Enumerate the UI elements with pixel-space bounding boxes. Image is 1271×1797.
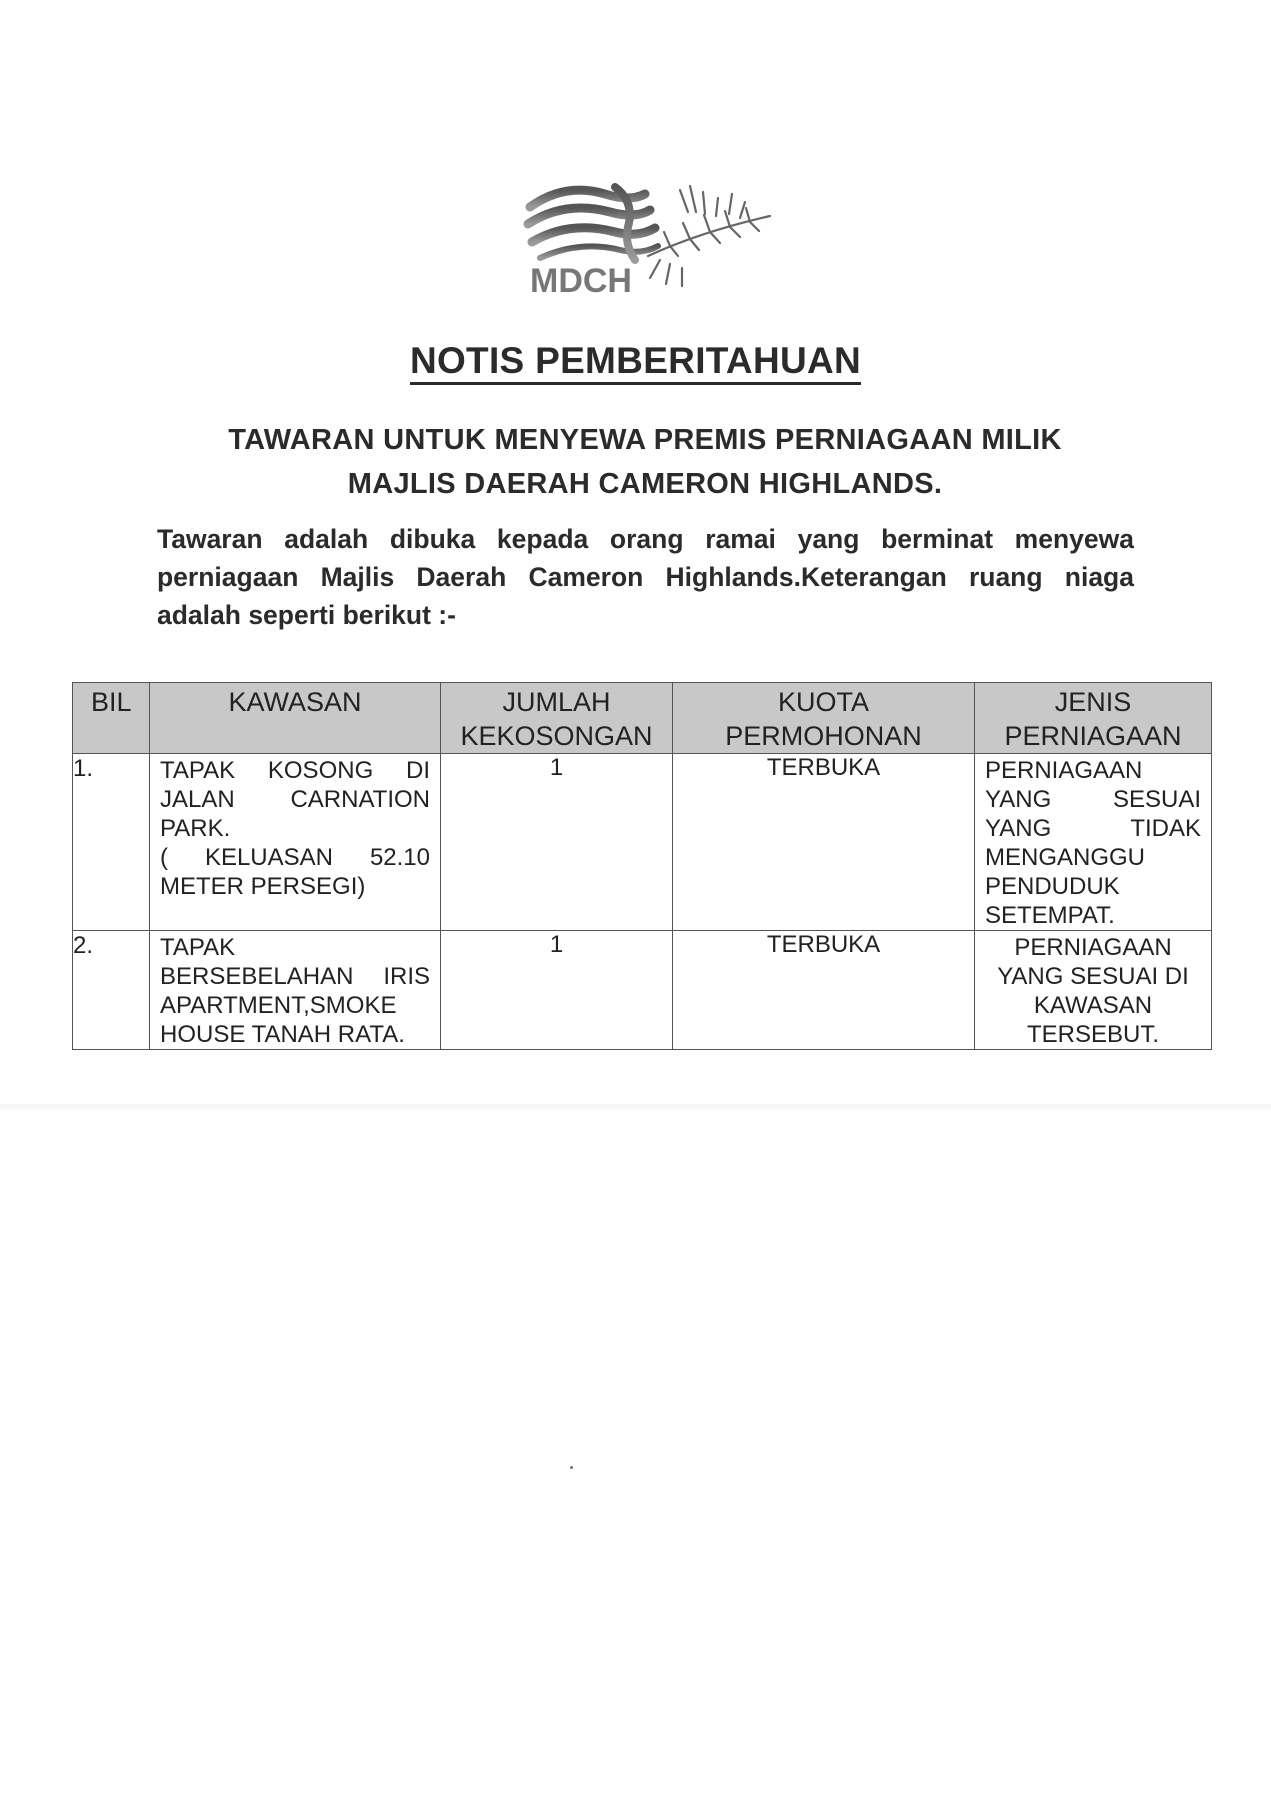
intro-line-1: Tawaran adalah dibuka kepada orang ramai yang berminat menyewa — [157, 524, 1134, 554]
mdch-logo — [520, 172, 800, 302]
cell-kawasan: TAPAK BERSEBELAHAN IRIS APARTMENT,SMOKE HOUSE TANAH RATA. — [150, 931, 441, 1050]
notice-title-text: NOTIS PEMBERITAHUAN — [410, 340, 861, 385]
cell-jumlah: 1 — [441, 754, 673, 931]
cell-jenis: PERNIAGAAN YANG SESUAI DI KAWASAN TERSEBUT. — [975, 931, 1212, 1050]
intro-paragraph — [157, 520, 1134, 634]
cell-jenis: PERNIAGAAN YANG SESUAI YANG TIDAK MENGANGGU PENDUDUK SETEMPAT. — [975, 754, 1212, 931]
intro-line-2: perniagaan Majlis Daerah Cameron Highlands.Keterangan ruang — [157, 562, 1043, 592]
scan-speck — [570, 1466, 573, 1469]
header-jumlah-kekosongan: JUMLAH KEKOSONGAN — [441, 683, 673, 754]
header-bil: BIL — [73, 683, 150, 754]
table-row — [73, 754, 1212, 931]
cell-bil: 1. — [73, 754, 150, 931]
logo-text: MDCH — [530, 262, 632, 300]
table-header-row — [73, 683, 1212, 754]
cell-kuota: TERBUKA — [673, 931, 975, 1050]
header-kawasan: KAWASAN — [150, 683, 441, 754]
subtitle-line-2: MAJLIS DAERAH CAMERON HIGHLANDS. — [347, 468, 943, 500]
notice-title — [0, 340, 1271, 382]
cell-bil: 2. — [73, 931, 150, 1050]
cell-jumlah: 1 — [441, 931, 673, 1050]
notice-subtitle — [90, 418, 1200, 506]
header-jenis-perniagaan: JENIS PERNIAGAAN — [975, 683, 1212, 754]
subtitle-line-1: TAWARAN UNTUK MENYEWA PREMIS PERNIAGAAN MILIK — [228, 424, 1062, 456]
premises-table — [72, 682, 1212, 1050]
intro-line-3: niaga adalah seperti berikut :- — [157, 562, 1134, 630]
header-kuota-permohonan: KUOTA PERMOHONAN — [673, 683, 975, 754]
table-row — [73, 931, 1212, 1050]
cell-kuota: TERBUKA — [673, 754, 975, 931]
cell-kawasan: TAPAK KOSONG DI JALAN CARNATION PARK. ( KELUASAN 52.10 METER PERSEGI) — [150, 754, 441, 931]
scan-edge-line — [0, 1104, 1271, 1110]
